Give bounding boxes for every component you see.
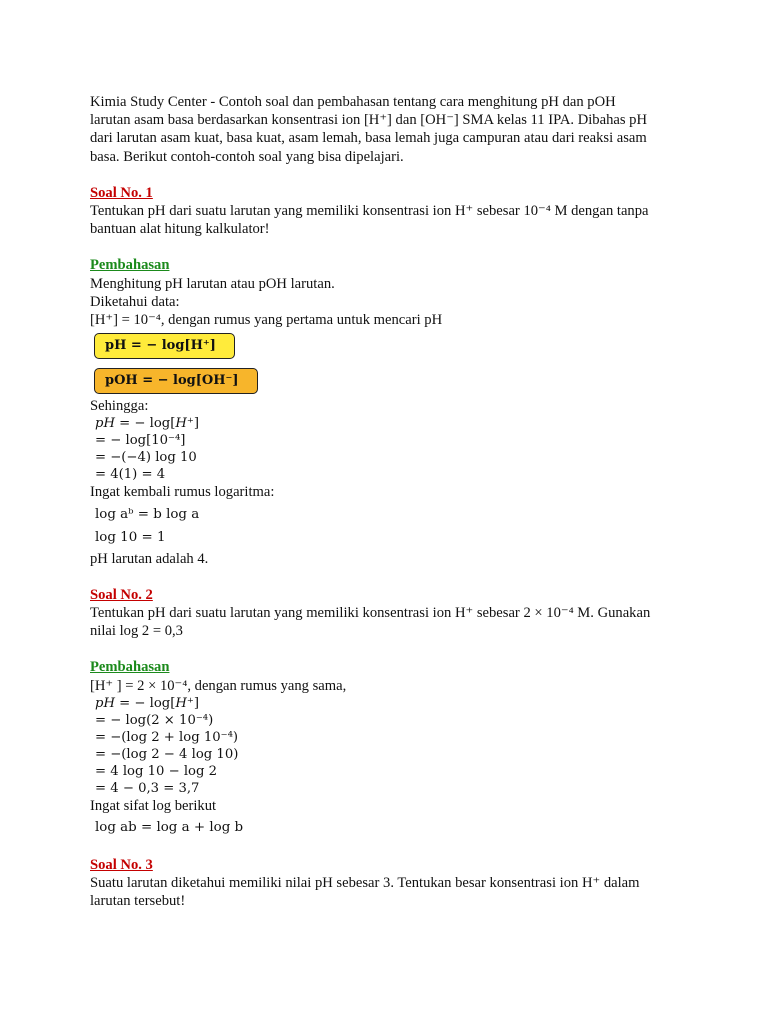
soal-2-question: Tentukan pH dari suatu larutan yang memiliki konsentrasi ion H⁺ sebesar 2 × 10⁻⁴ M. Gunakan xyxy=(90,605,651,622)
soal-1-question: bantuan alat hitung kalkulator! xyxy=(90,221,270,238)
soal-1-question: Tentukan pH dari suatu larutan yang memiliki konsentrasi ion H⁺ sebesar 10⁻⁴ M dengan tanpa xyxy=(90,203,649,220)
pembahasan-1-heading: Pembahasan xyxy=(90,257,170,274)
soal-2-question: nilai log 2 = 0,3 xyxy=(90,623,183,640)
result-line: pH larutan adalah 4. xyxy=(90,550,209,567)
soal-3-question: larutan tersebut! xyxy=(90,893,186,910)
intro-line: dari larutan asam kuat, basa kuat, asam lemah, basa lemah juga campuran atau dari reaksi asam xyxy=(90,130,647,147)
soal-3-question: Suatu larutan diketahui memiliki nilai pH sebesar 3. Tentukan besar konsentrasi ion H⁺ dalam xyxy=(90,875,640,892)
pembahasan-1-line: Diketahui data: xyxy=(90,293,180,310)
ph-formula-box: pH = − log[H⁺] xyxy=(94,333,235,359)
ingat-label: Ingat kembali rumus logaritma: xyxy=(90,484,275,501)
log-rule: log ab = log a + log b xyxy=(95,820,244,836)
math-step: = 4 − 0,3 = 3,7 xyxy=(95,780,200,796)
math-step: = −(log 2 + log 10⁻⁴) xyxy=(95,729,239,745)
poh-formula-box: pOH = − log[OH⁻] xyxy=(94,368,258,394)
math-step: = − log[10⁻⁴] xyxy=(95,433,186,449)
document-page xyxy=(90,93,690,911)
math-step: = 4 log 10 − log 2 xyxy=(95,763,218,779)
math-step: = −(log 2 − 4 log 10) xyxy=(95,746,239,762)
pembahasan-1-line: Menghitung pH larutan atau pOH larutan. xyxy=(90,275,335,292)
soal-3-heading: Soal No. 3 xyxy=(90,857,153,874)
math-step: 𝑝𝐻 = − log[𝐻⁺] xyxy=(95,416,199,432)
sehingga-label: Sehingga: xyxy=(90,398,149,415)
intro-line: basa. Berikut contoh-contoh soal yang bisa dipelajari. xyxy=(90,148,404,165)
intro-line: Kimia Study Center - Contoh soal dan pembahasan tentang cara menghitung pH dan pOH xyxy=(90,94,616,110)
soal-1-heading: Soal No. 1 xyxy=(90,184,153,201)
math-step: = −(−4) log 10 xyxy=(95,450,197,466)
intro-line: larutan asam basa berdasarkan konsentrasi ion [H⁺] dan [OH⁻] SMA kelas 11 IPA. Dibahas pH xyxy=(90,112,648,129)
pembahasan-1-line: [H⁺] = 10⁻⁴, dengan rumus yang pertama untuk mencari pH xyxy=(90,312,443,329)
math-step: 𝑝𝐻 = − log[𝐻⁺] xyxy=(95,695,199,711)
soal-2-heading: Soal No. 2 xyxy=(90,586,153,603)
pembahasan-2-line: [H⁺ ] = 2 × 10⁻⁴, dengan rumus yang sama, xyxy=(90,677,347,694)
ingat-label: Ingat sifat log berikut xyxy=(90,797,217,814)
log-rule: log 10 = 1 xyxy=(95,529,166,545)
log-rule: log aᵇ = b log a xyxy=(95,506,200,522)
math-step: = − log(2 × 10⁻⁴) xyxy=(95,712,214,728)
pembahasan-2-heading: Pembahasan xyxy=(90,659,170,676)
math-step: = 4(1) = 4 xyxy=(95,467,166,483)
